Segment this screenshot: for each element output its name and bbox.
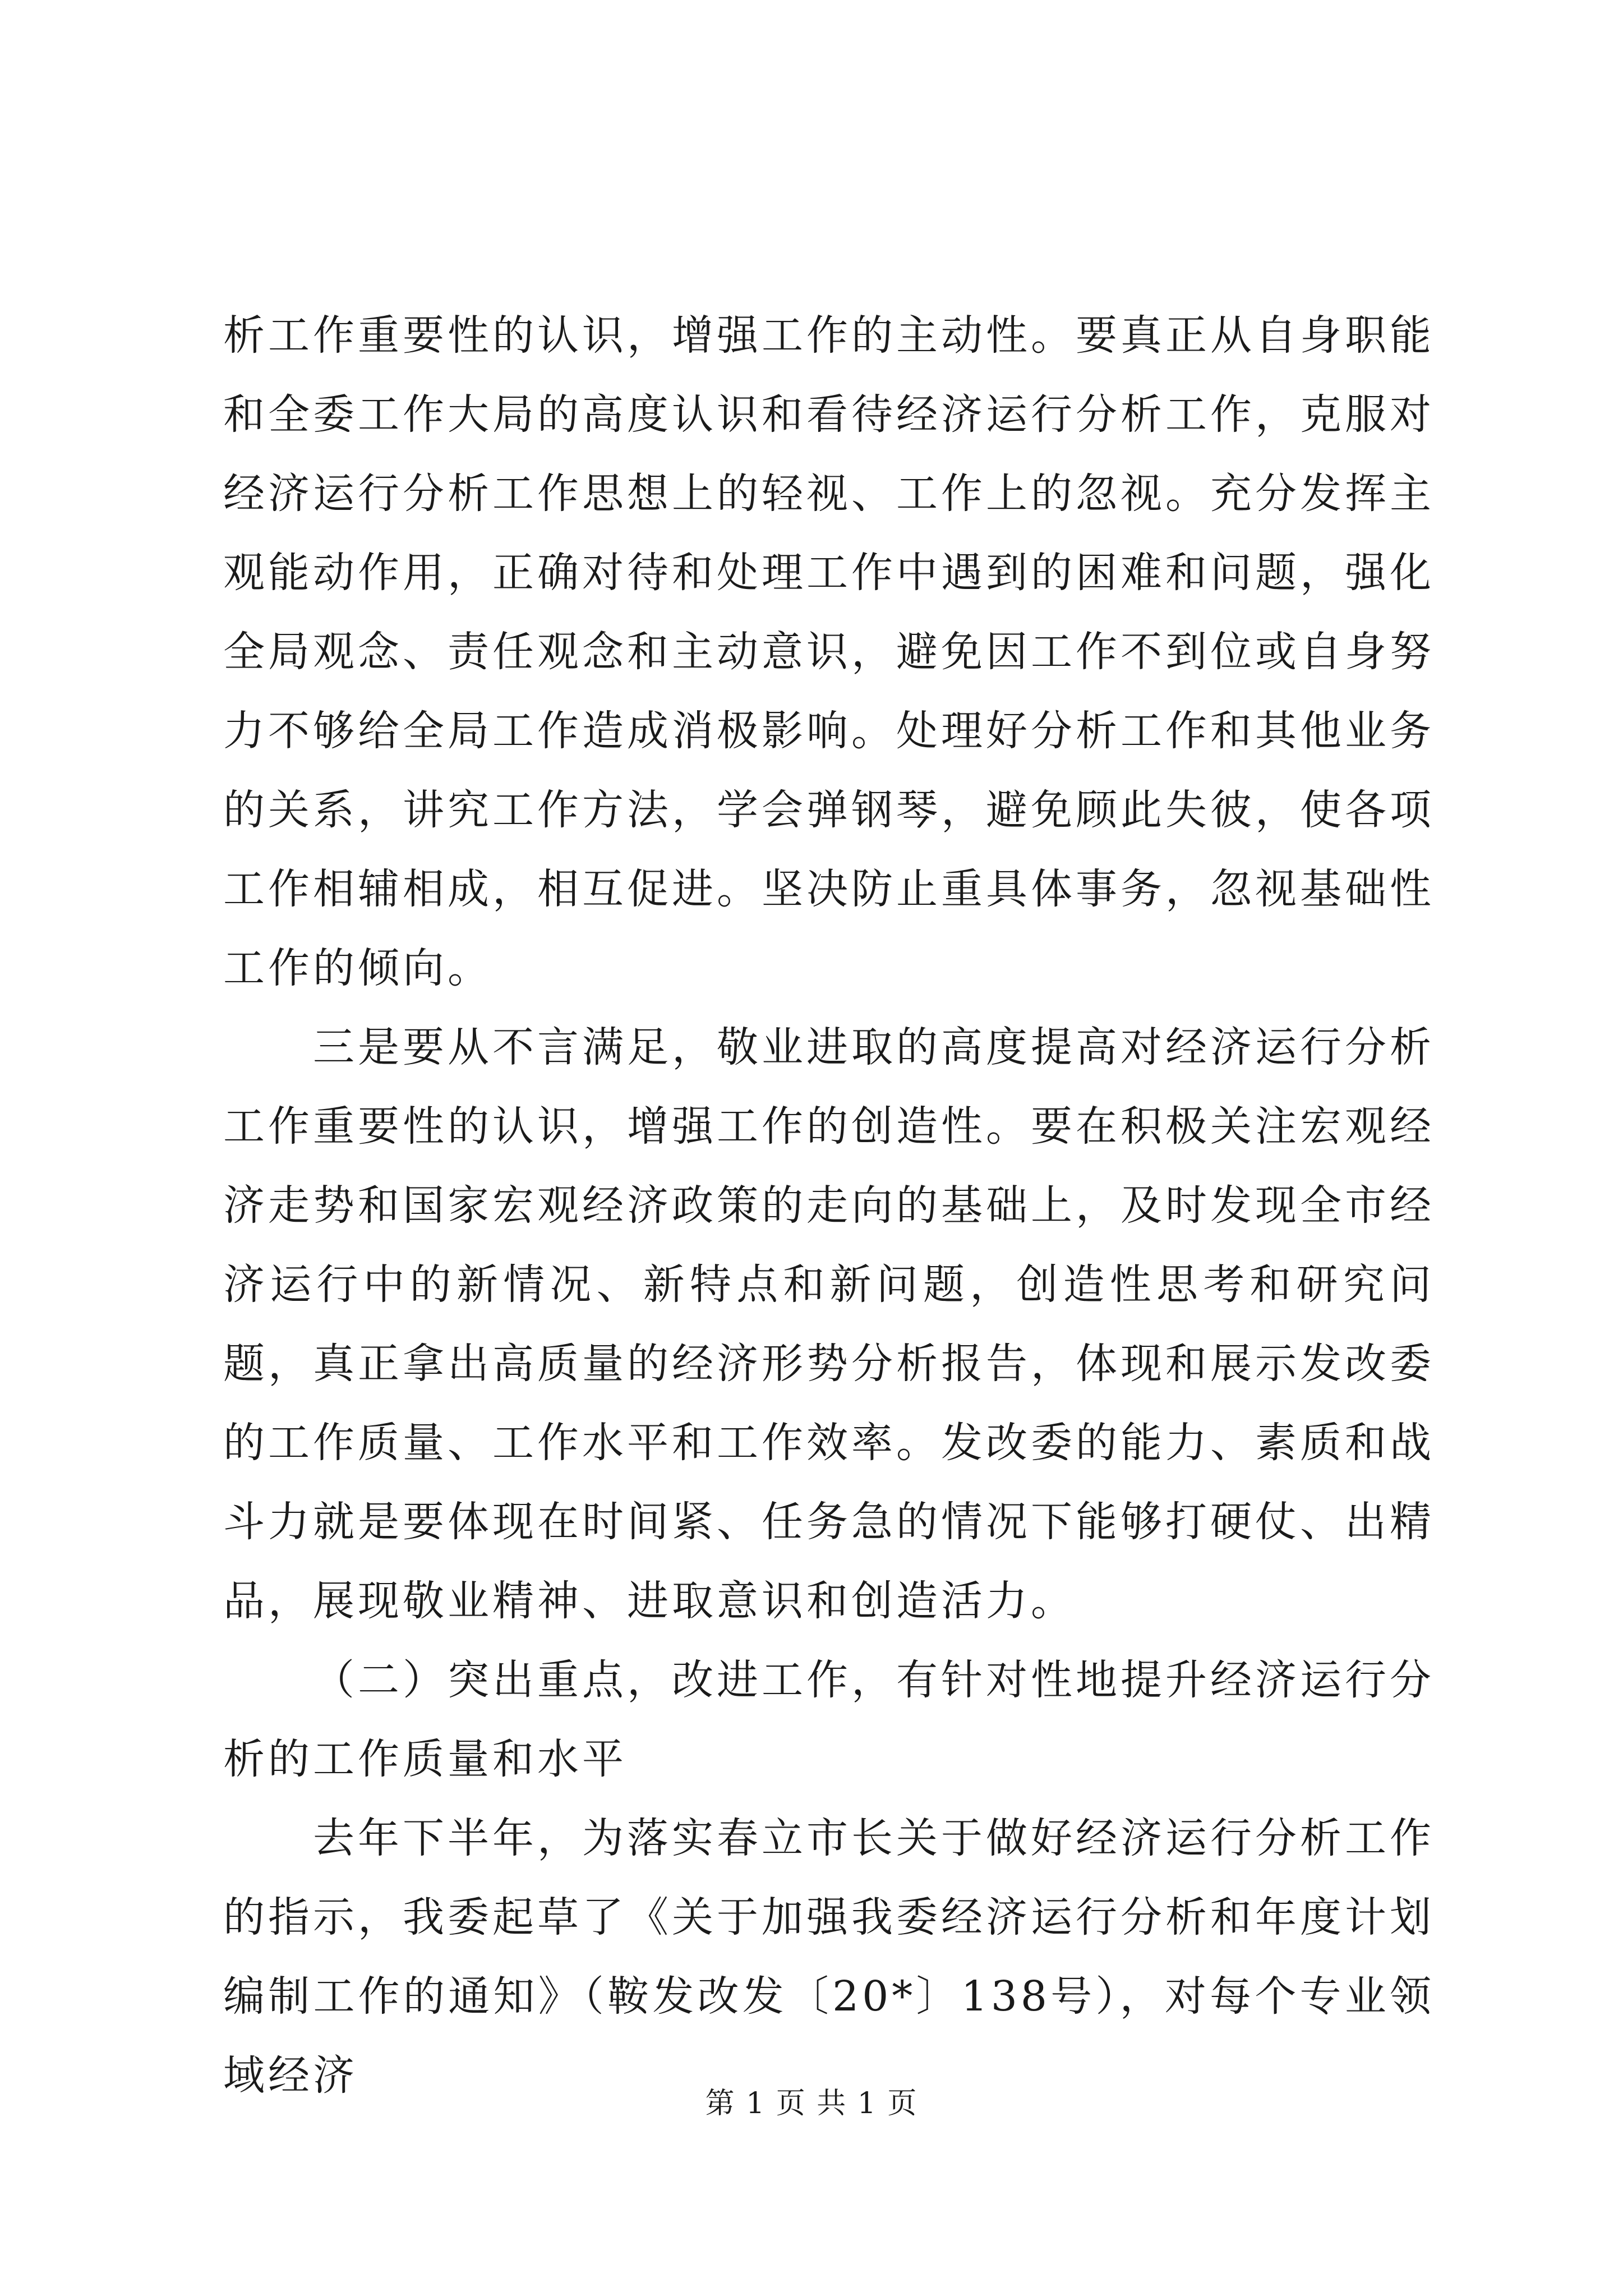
document-body bbox=[223, 296, 1435, 2115]
paragraph-continuation: 析工作重要性的认识，增强工作的主动性。要真正从自身职能和全委工作大局的高度认识和看待经济运行分析工作，克服对经济运行分析工作思想上的轻视、工作上的忽视。充分发挥主观能动作用，正确对待和处理工作中遇到的困难和问题，强化全局观念、责任观念和主动意识，避免因工作不到位或自身努力不够给全局工作造成消极影响。处理好分析工作和其他业务的关系，讲究工作方法，学会弹钢琴，避免顾此失彼，使各项工作相辅相成，相互促进。坚决防止重具体事务，忽视基础性工作的倾向。 bbox=[223, 311, 1435, 992]
section-heading-two: （二）突出重点，改进工作，有针对性地提升经济运行分析的工作质量和水平 bbox=[223, 1656, 1435, 1783]
page-number-footer: 第 1 页 共 1 页 bbox=[705, 2087, 918, 2120]
paragraph-last-year: 去年下半年，为落实春立市长关于做好经济运行分析工作的指示，我委起草了《关于加强我委经济运行分析和年度计划编制工作的通知》（鞍发改发〔20*〕138号），对每个专业领域经济 bbox=[223, 1814, 1435, 2100]
paragraph-point-three: 三是要从不言满足，敬业进取的高度提高对经济运行分析工作重要性的认识，增强工作的创造性。要在积极关注宏观经济走势和国家宏观经济政策的走向的基础上，及时发现全市经济运行中的新情况、新特点和新问题，创造性思考和研究问题，真正拿出高质量的经济形势分析报告，体现和展示发改委的工作质量、工作水平和工作效率。发改委的能力、素质和战斗力就是要体现在时间紧、任务急的情况下能够打硬仗、出精品，展现敬业精神、进取意识和创造活力。 bbox=[223, 1023, 1435, 1625]
